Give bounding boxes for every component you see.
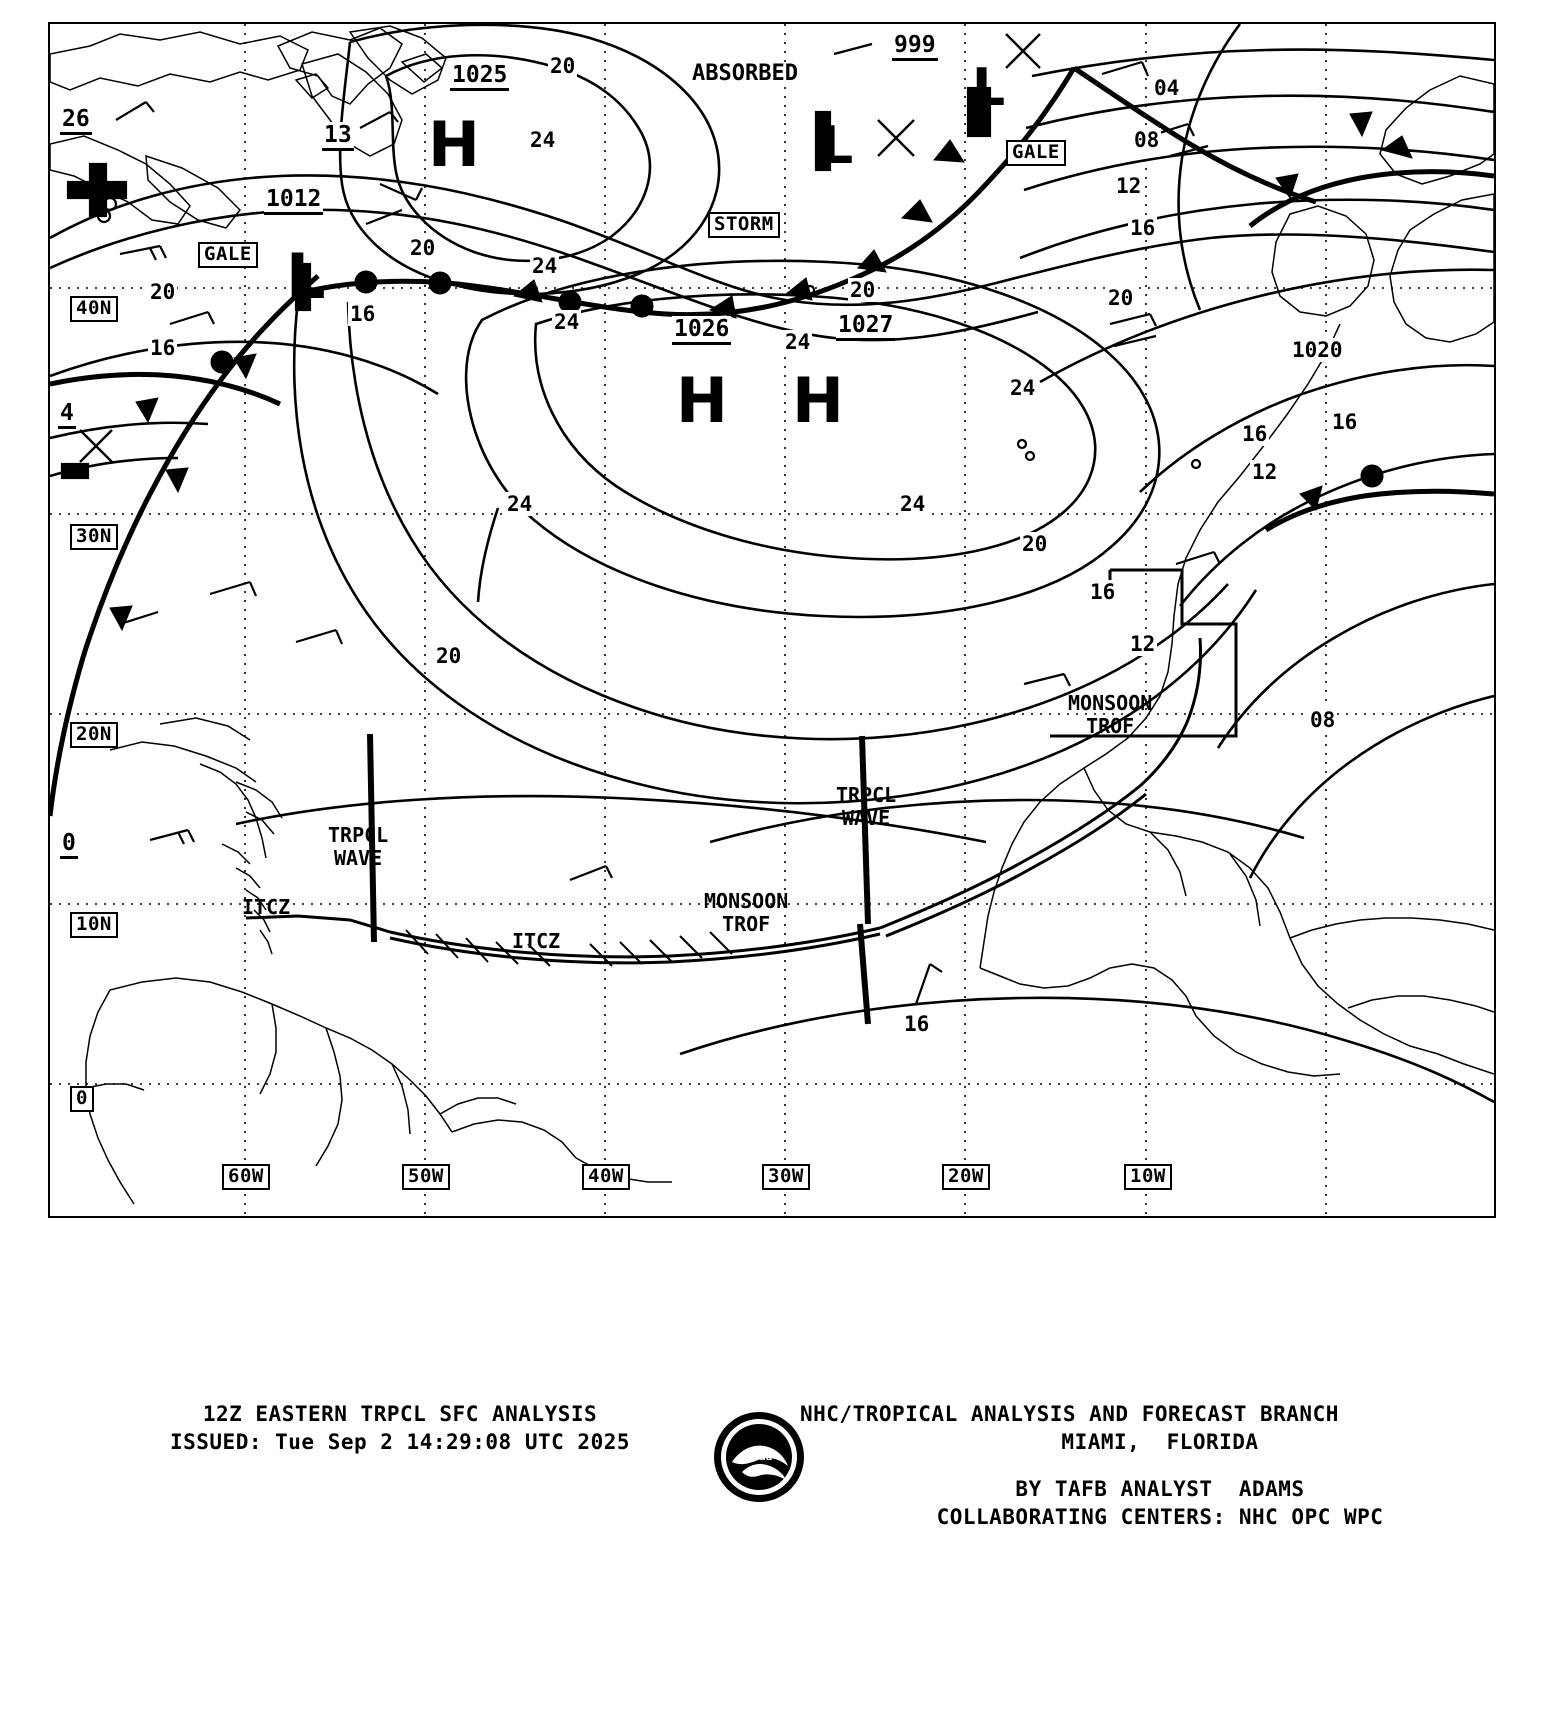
lat-label-20n: 20N bbox=[70, 722, 118, 748]
isobar-label-24-a: 24 bbox=[530, 128, 556, 152]
pressure-value-1013: 13 bbox=[322, 122, 354, 151]
isobar-label-12-b: 12 bbox=[1252, 460, 1278, 484]
lat-label-40n: 40N bbox=[70, 296, 118, 322]
isobar-label-20-f: 20 bbox=[1022, 532, 1048, 556]
isobar-label-24-e: 24 bbox=[1010, 376, 1036, 400]
isobar-label-04: 04 bbox=[1154, 76, 1180, 100]
footer-title: 12Z EASTERN TRPCL SFC ANALYSIS bbox=[202, 1402, 598, 1426]
monsoon-trof-east-line1: MONSOON bbox=[1068, 691, 1153, 715]
map-panel bbox=[48, 22, 1496, 1218]
lon-label-20w: 20W bbox=[942, 1164, 990, 1190]
isobar-label-16-e: 16 bbox=[1090, 580, 1116, 604]
lon-label-60w: 60W bbox=[222, 1164, 270, 1190]
low-center-storm: L bbox=[820, 116, 854, 176]
lat-label-30n: 30N bbox=[70, 524, 118, 550]
chart-footer bbox=[0, 1380, 1542, 1580]
monsoon-trough-line bbox=[880, 638, 1201, 936]
isobar-label-20-c: 20 bbox=[436, 644, 462, 668]
low-center-1012: L bbox=[286, 240, 326, 313]
isobar-label-08-a: 08 bbox=[1134, 128, 1160, 152]
monsoon-trof-label-central bbox=[704, 890, 788, 936]
isobar-label-20-d: 20 bbox=[850, 278, 876, 302]
footer-agency-line2: MIAMI, FLORIDA bbox=[1061, 1430, 1259, 1455]
tropical-wave-label-west bbox=[328, 824, 388, 870]
footer-left-block bbox=[100, 1400, 700, 1457]
monsoon-trof-central-line2: TROF bbox=[722, 912, 771, 936]
high-center-1025: H bbox=[428, 108, 480, 181]
isobar-label-12-a: 12 bbox=[1116, 174, 1142, 198]
isobar-label-20-e: 20 bbox=[1108, 286, 1134, 310]
isobar-label-12-c: 12 bbox=[1130, 632, 1156, 656]
isobar-label-24-c: 24 bbox=[554, 310, 580, 334]
footer-analyst: BY TAFB ANALYST ADAMS bbox=[1015, 1476, 1305, 1501]
isobar-label-20-a: 20 bbox=[550, 54, 576, 78]
isobar-label-16-f: 16 bbox=[904, 1012, 930, 1036]
isobar-label-24-g: 24 bbox=[900, 492, 926, 516]
footer-collaborating: COLLABORATING CENTERS: NHC OPC WPC bbox=[936, 1505, 1384, 1530]
isobar-label-16-c: 16 bbox=[1130, 216, 1156, 240]
warning-box-gale-northeast: GALE bbox=[1006, 140, 1066, 166]
high-center-1026: H bbox=[676, 364, 728, 437]
isobar-label-20-g: 20 bbox=[150, 280, 176, 304]
isobar-label-24-f: 24 bbox=[507, 492, 533, 516]
annotation-absorbed: ABSORBED bbox=[692, 61, 798, 86]
lon-label-10w: 10W bbox=[1124, 1164, 1172, 1190]
isobar-label-1020: 1020 bbox=[1292, 338, 1343, 362]
isobar-label-16-d: 16 bbox=[1242, 422, 1268, 446]
pressure-value-1027: 1027 bbox=[836, 312, 895, 341]
noaa-logo-text: noaa bbox=[745, 1450, 773, 1463]
itcz-label-central: ITCZ bbox=[512, 929, 561, 953]
warning-box-gale-west: GALE bbox=[198, 242, 258, 268]
lat-label-10n: 10N bbox=[70, 912, 118, 938]
lon-label-40w: 40W bbox=[582, 1164, 630, 1190]
monsoon-trof-label-east bbox=[1068, 692, 1152, 738]
tropical-wave-line2: WAVE bbox=[334, 846, 383, 870]
noaa-logo bbox=[712, 1410, 806, 1504]
noaa-seal-graphic bbox=[712, 1410, 806, 1504]
pressure-value-1004: 4 bbox=[58, 400, 76, 429]
pressure-value-1026-nw: 26 bbox=[60, 106, 92, 135]
isobar-label-08-b: 08 bbox=[1310, 708, 1336, 732]
monsoon-trof-east-line2: TROF bbox=[1086, 714, 1135, 738]
isobar-label-20-b: 20 bbox=[410, 236, 436, 260]
footer-right-block bbox=[800, 1400, 1520, 1531]
isobar-label-16-b: 16 bbox=[150, 336, 176, 360]
high-center-1027: H bbox=[792, 364, 844, 437]
lat-label-0: 0 bbox=[70, 1086, 94, 1112]
pressure-value-1010: 0 bbox=[60, 830, 78, 859]
warning-box-storm: STORM bbox=[708, 212, 780, 238]
isobar-label-16-a: 16 bbox=[350, 302, 376, 326]
pressure-value-999: 999 bbox=[892, 32, 938, 61]
monsoon-trof-central-line1: MONSOON bbox=[704, 889, 789, 913]
footer-agency-line1: NHC/TROPICAL ANALYSIS AND FORECAST BRANCH bbox=[800, 1402, 1339, 1426]
pressure-value-1025: 1025 bbox=[450, 62, 509, 91]
isobar-label-24-d: 24 bbox=[785, 330, 811, 354]
pressure-value-1012: 1012 bbox=[264, 186, 323, 215]
lon-label-30w: 30W bbox=[762, 1164, 810, 1190]
isobar-label-16-g: 16 bbox=[1332, 410, 1358, 434]
lon-label-50w: 50W bbox=[402, 1164, 450, 1190]
pressure-value-1026: 1026 bbox=[672, 316, 731, 345]
tropical-wave-east-line1: TRPCL bbox=[836, 783, 897, 807]
tropical-wave-label-east bbox=[836, 784, 896, 830]
tropical-wave-east-line2: WAVE bbox=[842, 806, 891, 830]
footer-issued: ISSUED: Tue Sep 2 14:29:08 UTC 2025 bbox=[169, 1430, 630, 1455]
itcz-label-west: ITCZ bbox=[242, 895, 291, 919]
isobar-label-24-b: 24 bbox=[532, 254, 558, 278]
tropical-wave-line1: TRPCL bbox=[328, 823, 389, 847]
low-center-999: L bbox=[972, 58, 1006, 118]
